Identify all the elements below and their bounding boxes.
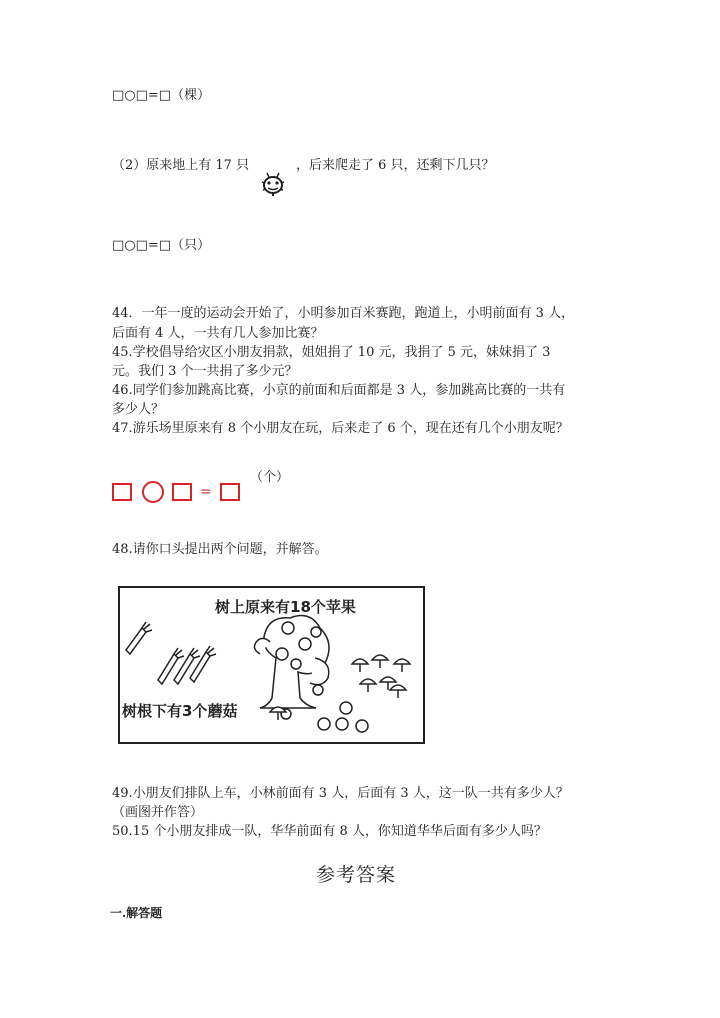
tree-scene-drawing [120,588,423,742]
section-title: 一.解答题 [110,906,163,920]
red-answer-formula [112,480,240,504]
apple-tree-picture [118,586,425,744]
answer-box [172,483,192,501]
answer-key-title: 参考答案 [316,864,397,886]
answer-box [112,483,132,501]
picture-bottom-caption: 树根下有3个蘑菇 [122,702,238,720]
question-44-line-2: 后面有 4 人，一共有几人参加比赛？ [112,326,324,341]
question-46-line-2: 多少人？ [112,402,165,417]
bug-icon [258,168,288,198]
question-2-text-start: （2）原来地上有 17 只 [112,158,250,173]
formula-trees: □○□=□（棵） [112,88,211,103]
unit-label: （个） [250,470,290,485]
picture-top-caption: 树上原来有18个苹果 [215,598,356,616]
question-50: 50.15 个小朋友排成一队，华华前面有 8 人，你知道华华后面有多少人吗？ [112,824,547,839]
question-49-line-1: 49.小朋友们排队上车，小林前面有 3 人，后面有 3 人，这一队一共有多少人？ [112,786,569,801]
question-47: 47.游乐场里原来有 8 个小朋友在玩，后来走了 6 个，现在还有几个小朋友呢？ [112,421,569,436]
question-45-line-1: 45.学校倡导给灾区小朋友捐款，姐姐捐了 10 元，我捐了 5 元，妹妹捐了 3 [112,345,551,360]
question-49-line-2: （画图并作答） [112,805,204,820]
equals-sign: = [200,484,212,500]
operator-circle [142,481,164,503]
answer-box [220,483,240,501]
formula-bugs: □○□=□（只） [112,238,211,253]
question-2-text-end: ，后来爬走了 6 只，还剩下几只？ [296,158,495,173]
question-46-line-1: 46.同学们参加跳高比赛，小京的前面和后面都是 3 人，参加跳高比赛的一共有 [112,383,566,398]
question-44-line-1: 44．一年一度的运动会开始了，小明参加百米赛跑，跑道上，小明前面有 3 人， [112,306,575,321]
question-45-line-2: 元。我们 3 个一共捐了多少元？ [112,364,298,379]
question-48: 48.请你口头提出两个问题，并解答。 [112,542,328,557]
